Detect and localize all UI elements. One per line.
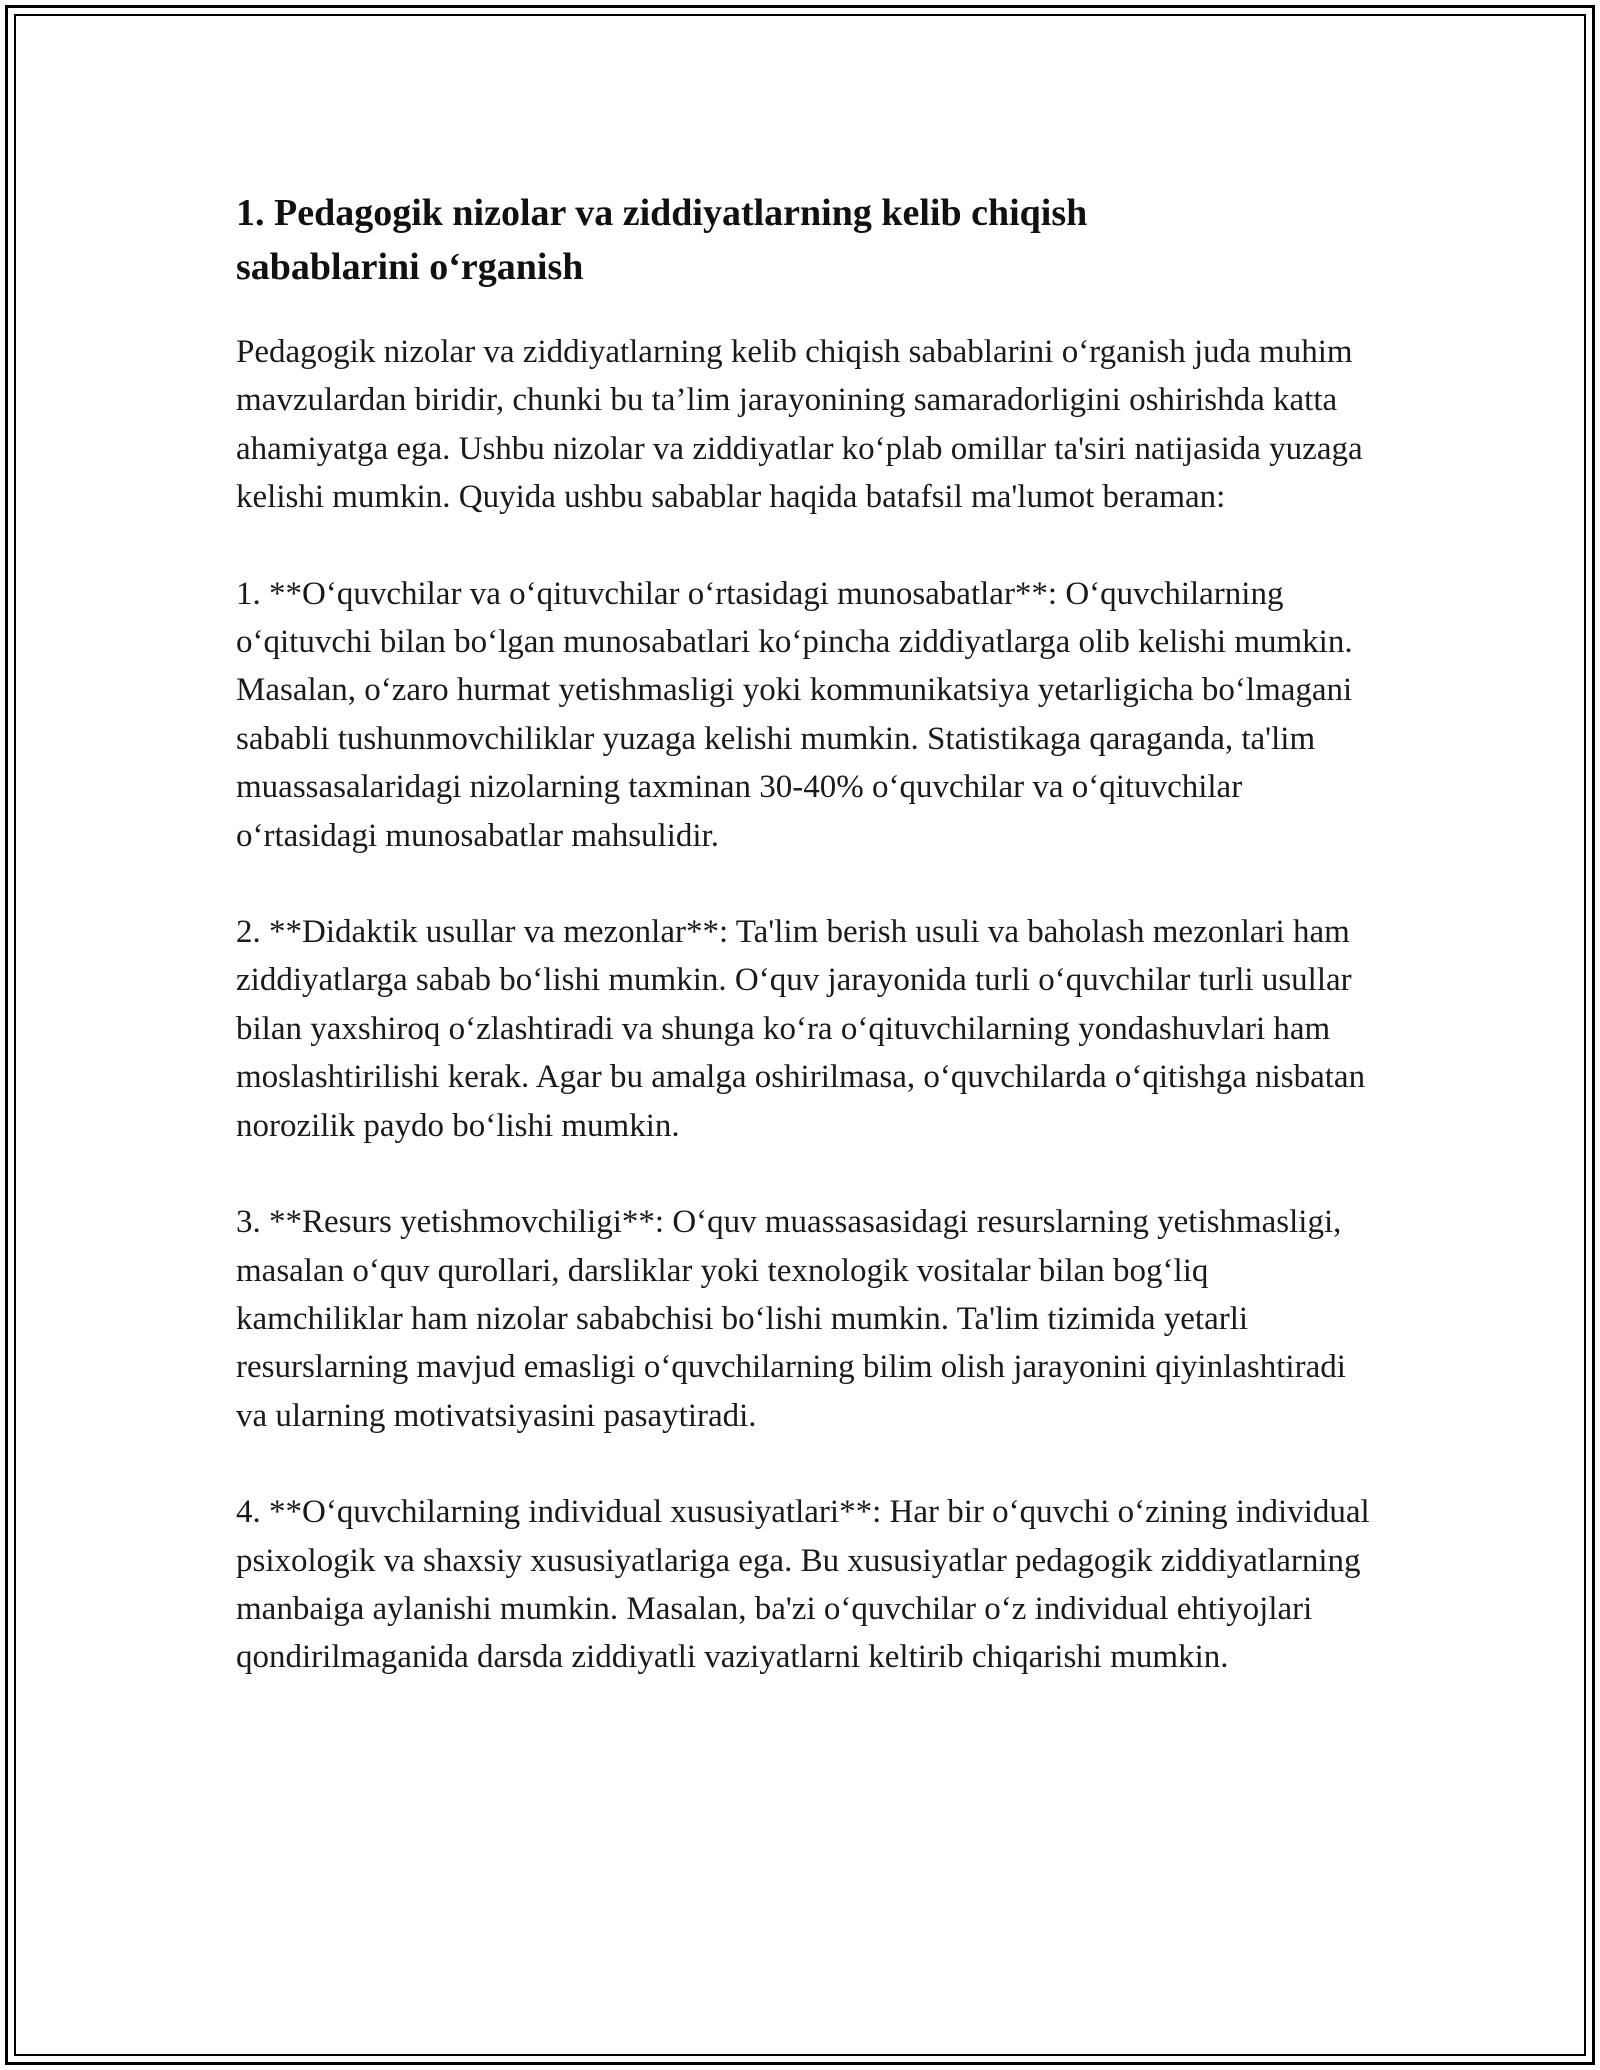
document-body xyxy=(236,186,1376,1730)
list-item-resource-shortage: 3. **Resurs yetishmovchiligi**: O‘quv muassasasidagi resurslarning yetishmasligi, masalan o‘quv qurollari, darsliklar yoki texnologik vositalar bilan bog‘liq kamchiliklar ham nizolar sababchisi bo‘lishi mumkin. Ta'lim tizimida yetarli resurslarning mavjud emasligi o‘quvchilarning bilim olish jarayonini qiyinlashtiradi va ularning motivatsiyasini pasaytiradi. xyxy=(236,1204,1346,1434)
list-item-didactic-methods: 2. **Didaktik usullar va mezonlar**: Ta'lim berish usuli va baholash mezonlari ham ziddiyatlarga sabab bo‘lishi mumkin. O‘quv jarayonida turli o‘quvchilar turli usullar bilan yaxshiroq o‘zlashtiradi va shunga ko‘ra o‘qituvchilarning yondashuvlari ham moslashtirilishi kerak. Agar bu amalga oshirilmasa, o‘quvchilarda o‘qitishga nisbatan norozilik paydo bo‘lishi mumkin. xyxy=(236,914,1366,1144)
list-item-relationships: 1. **O‘quvchilar va o‘qituvchilar o‘rtasidagi munosabatlar**: O‘quvchilarning o‘qituvchi bilan bo‘lgan munosabatlari ko‘pincha ziddiyatlarga olib kelishi mumkin. Masalan, o‘zaro hurmat yetishmasligi yoki kommunikatsiya yetarligicha bo‘lmagani sababli tushunmovchiliklar yuzaga kelishi mumkin. Statistikaga qaraganda, ta'lim muassasalaridagi nizolarning taxminan 30-40% o‘quvchilar va o‘qituvchilar o‘rtasidagi munosabatlar mahsulidir. xyxy=(236,575,1353,854)
intro-paragraph: Pedagogik nizolar va ziddiyatlarning kelib chiqish sabablarini o‘rganish juda muhim mavzulardan biridir, chunki bu ta’lim jarayonining samaradorligini oshirishda katta ahamiyatga ega. Ushbu nizolar va ziddiyatlar ko‘plab omillar ta'siri natijasida yuzaga kelishi mumkin. Quyida ushbu sabablar haqida batafsil ma'lumot beraman: xyxy=(236,334,1363,516)
list-item-individual-traits: 4. **O‘quvchilarning individual xususiyatlari**: Har bir o‘quvchi o‘zining individual psixologik va shaxsiy xususiyatlariga ega. Bu xususiyatlar pedagogik ziddiyatlarning manbaiga aylanishi mumkin. Masalan, ba'zi o‘quvchilar o‘z individual ehtiyojlari qondirilmaganida darsda ziddiyatli vaziyatlarni keltirib chiqarishi mumkin. xyxy=(236,1494,1370,1676)
section-heading: 1. Pedagogik nizolar va ziddiyatlarning kelib chiqish sabablarini o‘rganish xyxy=(236,192,1088,288)
